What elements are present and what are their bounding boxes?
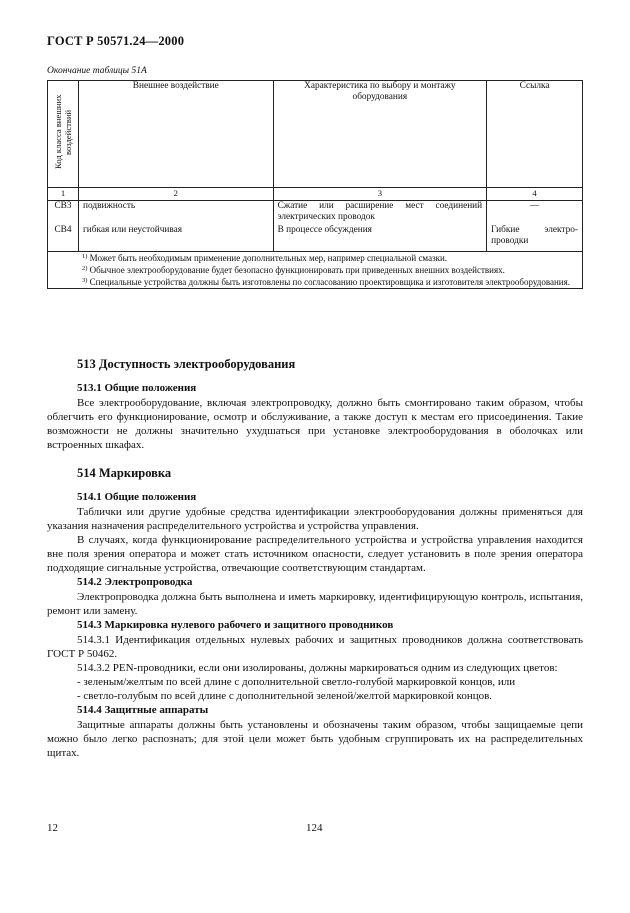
column-header-reference: Ссылка bbox=[487, 81, 583, 188]
section-513-1-heading: 513.1 Общие положения bbox=[77, 382, 197, 394]
list-item: - светло-голубым по всей длине с дополнительной зеленой/желтой маркировкой концов. bbox=[77, 690, 493, 702]
section-514-1-heading: 514.1 Общие положения bbox=[77, 491, 197, 503]
column-number: 2 bbox=[78, 188, 273, 201]
footer-page-number-center: 124 bbox=[306, 822, 323, 834]
footnote-3: $^{3)}$ Специальные устройства должны быть изготовлены по согласованию проектировщика и изготовителя электрооборудования. bbox=[82, 277, 571, 287]
table-51a bbox=[47, 80, 583, 289]
cell-code: CB4 bbox=[48, 225, 79, 252]
page-header: ГОСТ Р 50571.24—2000 bbox=[47, 34, 185, 48]
footnote-2: $^{2)}$ Обычное электрооборудование будет безопасно функционировать при приведенных внешних воздействиях. bbox=[82, 265, 505, 275]
cell-characteristic: Сжатие или расширение мест соединений электрических проводок bbox=[273, 201, 487, 226]
section-514-4-heading: 514.4 Защитные аппараты bbox=[77, 704, 209, 716]
column-numbers-row bbox=[48, 188, 583, 201]
section-514-1-text-1: Таблички или другие удобные средства идентификации электрооборудования должны применяться для указания назначения распределительного устройства и устройства управления. bbox=[47, 506, 583, 532]
section-513-heading: 513 Доступность электрооборудования bbox=[77, 357, 296, 371]
section-514-3-heading: 514.3 Маркировка нулевого рабочего и защитного проводников bbox=[77, 619, 394, 631]
section-514-heading: 514 Маркировка bbox=[77, 466, 172, 480]
list-item: - зеленым/желтым по всей длине с дополнительной светло-голубой маркировкой концов, или bbox=[77, 676, 516, 688]
section-514-2-heading: 514.2 Электропроводка bbox=[77, 576, 193, 588]
table-header-row bbox=[48, 81, 583, 188]
section-514-2-text: Электропроводка должна быть выполнена и иметь маркировку, идентифицирующую контроль, испытания, ремонт или замену. bbox=[47, 591, 583, 617]
cell-impact: гибкая или неустойчивая bbox=[78, 225, 273, 252]
cell-reference: Гибкие электро-проводки bbox=[487, 225, 583, 252]
column-number: 1 bbox=[48, 188, 79, 201]
column-header-characteristic: Характеристика по выбору и монтажу оборудования bbox=[273, 81, 487, 188]
cell-characteristic: В процессе обсуждения bbox=[273, 225, 487, 252]
cell-impact: подвижность bbox=[78, 201, 273, 226]
footnote-1: $^{1)}$ Может быть необходимым применение дополнительных мер, например специальной смазки. bbox=[82, 253, 448, 263]
section-513-1-text: Все электрооборудование, включая электропроводку, должно быть смонтировано таким образом, чтобы облегчить его функционирование, осмотр и обслуживание, а также доступ к местам его присоединения. Такие возможности не должны значительно ухудшаться при установке электрооборудования в оболочках или встроенных шкафах. bbox=[47, 397, 583, 451]
table-notes bbox=[48, 252, 583, 289]
section-514-4-text: Защитные аппараты должны быть установлены и обозначены таким образом, чтобы защищаемые цепи можно было легко распознать; для этой цели может быть удобным сгруппировать их на распределительных щитах. bbox=[47, 719, 583, 759]
table-notes-row bbox=[48, 252, 583, 289]
column-number: 3 bbox=[273, 188, 487, 201]
cell-reference: — bbox=[487, 201, 583, 226]
section-514-1-text-2: В случаях, когда функционирование распределительного устройства и устройства управления находится вне поля зрения оператора и может стать источником опасности, следует установить в поле зрения оператора подходящие сигнальные устройства, отвечающие соответствующим стандартам. bbox=[47, 534, 583, 574]
column-header-code: Код класса внешних воздействий bbox=[48, 81, 79, 188]
table-row bbox=[48, 225, 583, 252]
table-row bbox=[48, 201, 583, 226]
column-header-impact: Внешнее воздействие bbox=[78, 81, 273, 188]
section-514-3-1-text: 514.3.1 Идентификация отдельных нулевых рабочих и защитных проводников должна соответствовать ГОСТ Р 50462. bbox=[47, 634, 583, 660]
table-caption: Окончание таблицы 51А bbox=[47, 66, 147, 76]
section-514-3-2-text: 514.3.2 PEN-проводники, если они изолированы, должны маркироваться одним из следующих цветов: bbox=[77, 662, 558, 674]
body-text bbox=[47, 343, 583, 760]
footer-page-number-left: 12 bbox=[47, 822, 58, 834]
cell-code: CB3 bbox=[48, 201, 79, 226]
column-number: 4 bbox=[487, 188, 583, 201]
